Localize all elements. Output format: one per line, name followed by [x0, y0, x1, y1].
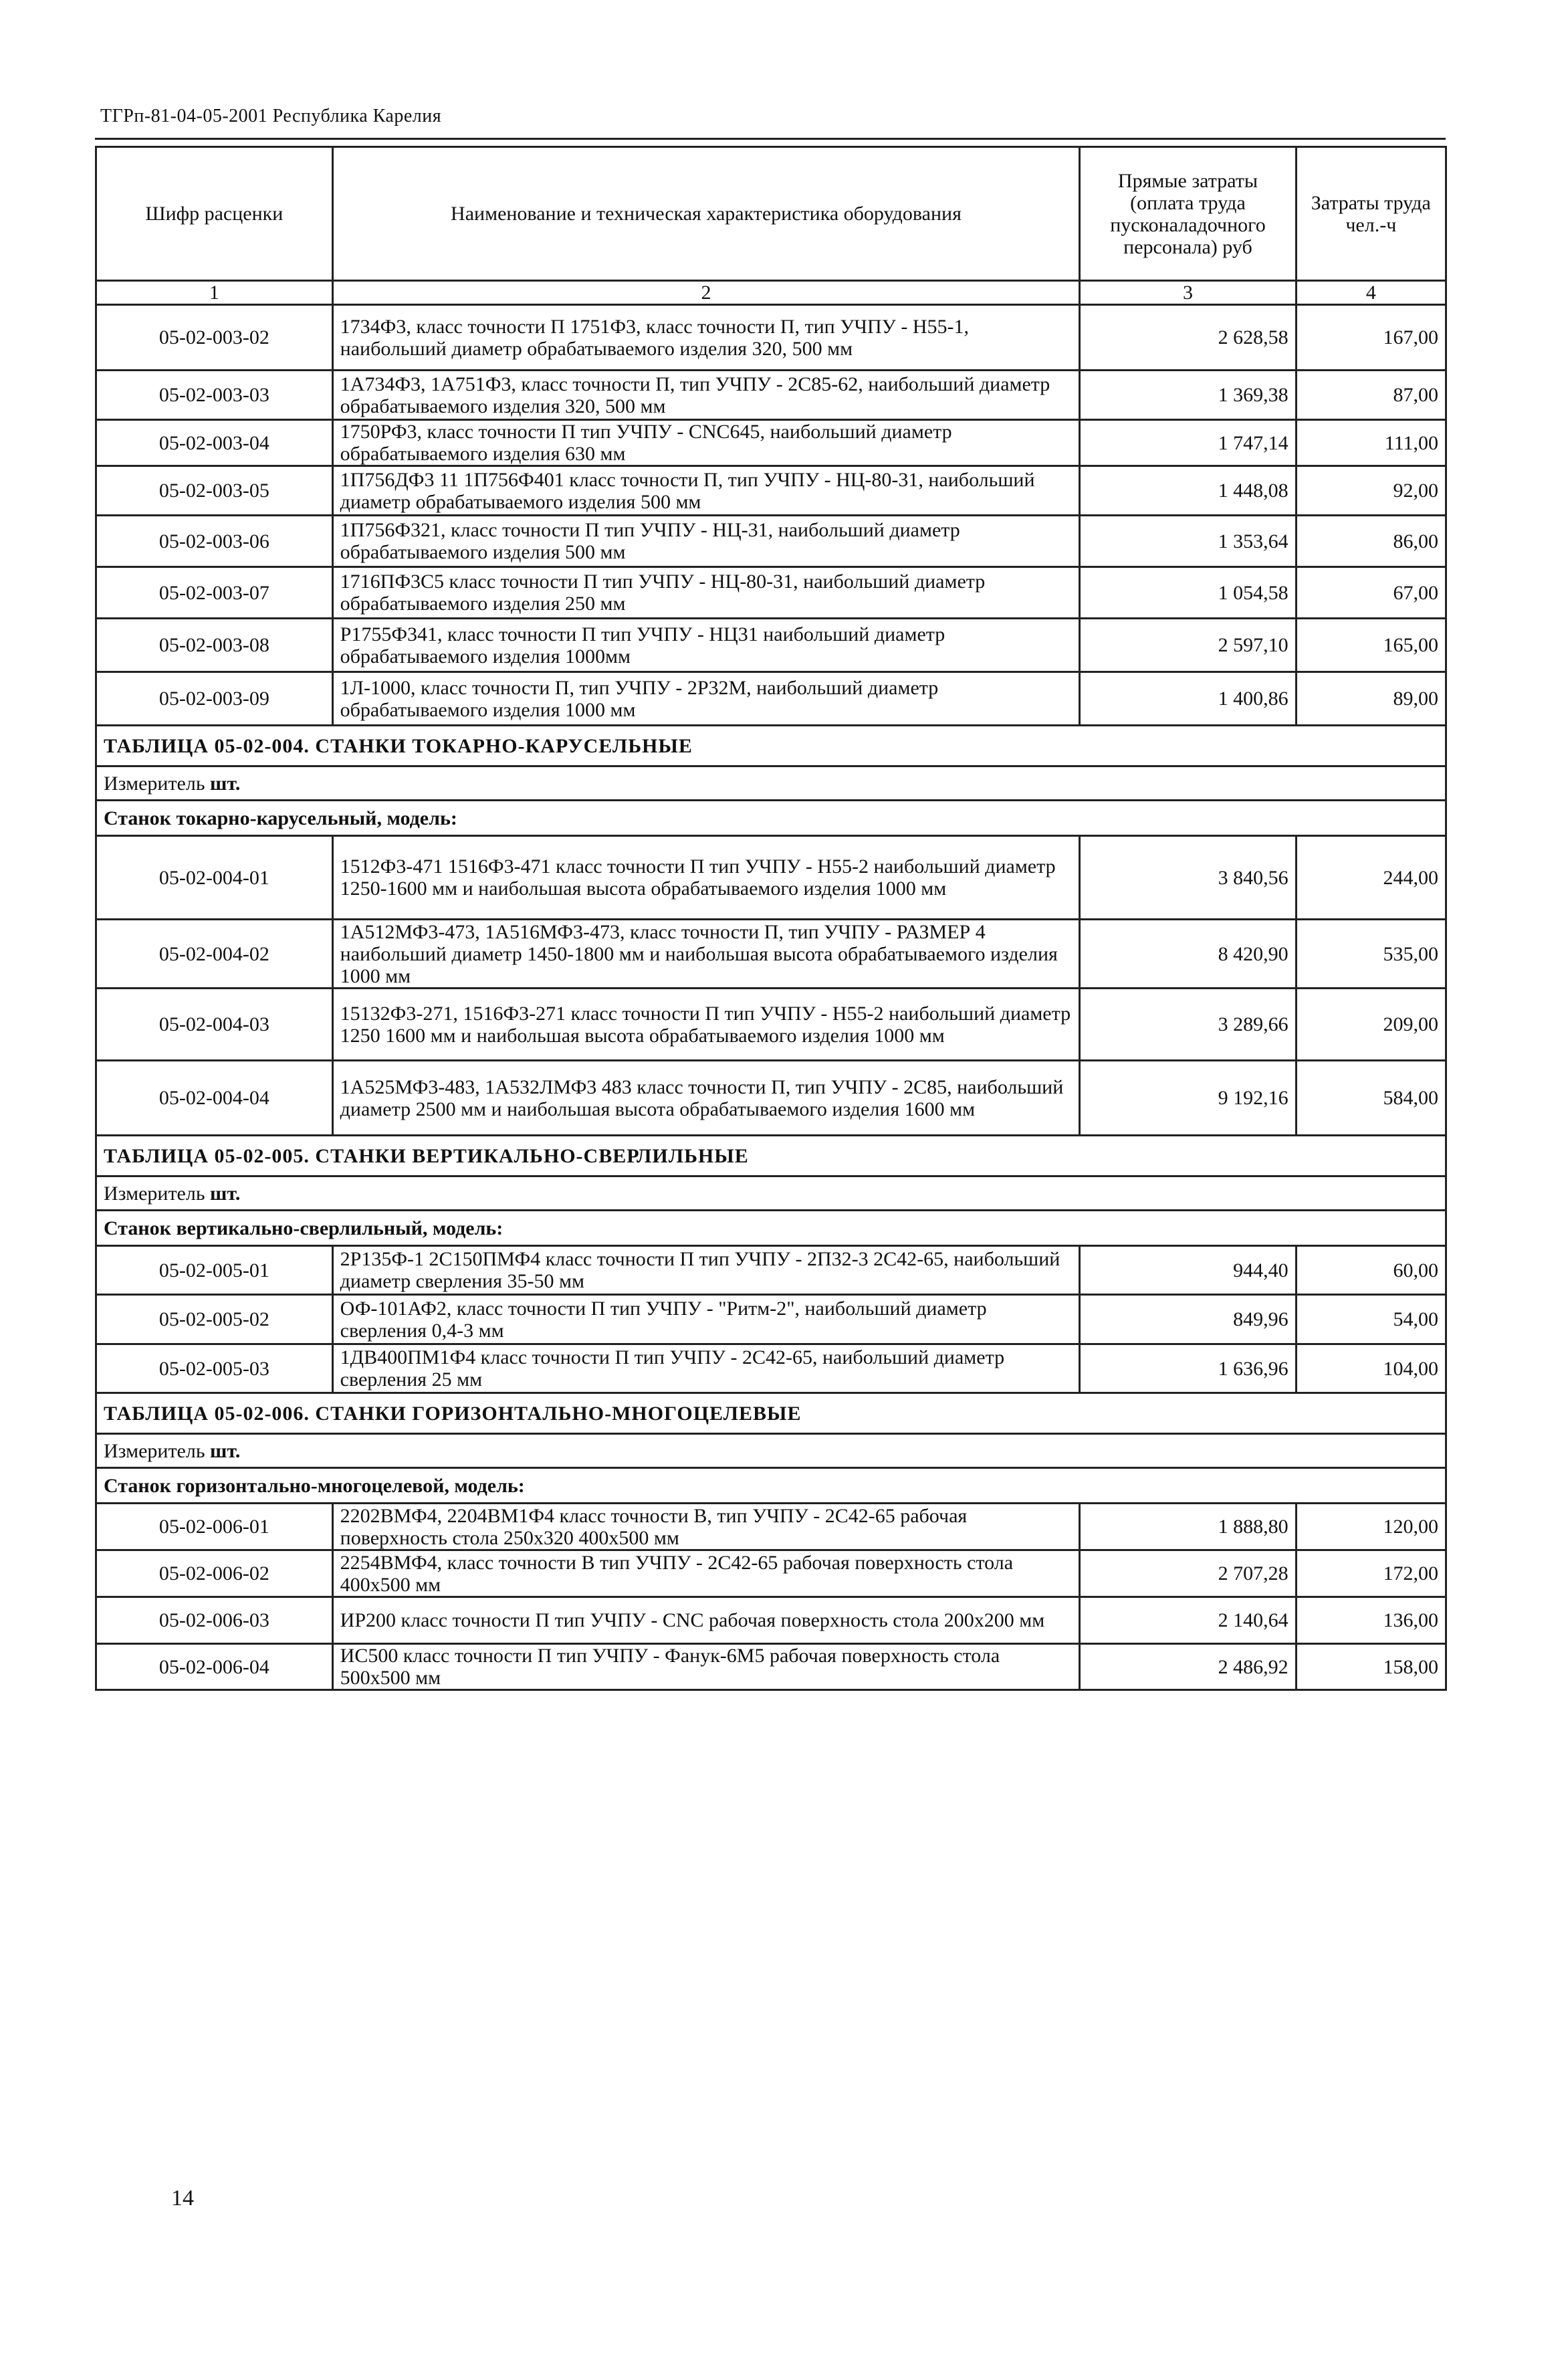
unit-cell	[96, 1434, 1446, 1468]
labor-cost-cell: 535,00	[1296, 920, 1446, 989]
subtitle-row	[96, 1211, 1446, 1246]
price-code-cell: 05-02-003-02	[96, 305, 333, 371]
labor-cost-cell: 136,00	[1296, 1597, 1446, 1644]
labor-cost-cell: 172,00	[1296, 1550, 1446, 1597]
labor-cost-cell: 244,00	[1296, 836, 1446, 920]
column-header-row	[96, 147, 1446, 281]
labor-cost-cell: 86,00	[1296, 516, 1446, 567]
unit-value: шт.	[210, 1182, 241, 1205]
price-code-cell: 05-02-005-02	[96, 1295, 333, 1344]
page-number: 14	[171, 2186, 194, 2211]
equipment-description-cell: 1А525МФ3-483, 1А532ЛМФ3 483 класс точности П, тип УЧПУ - 2С85, наибольший диаметр 2500 мм и наибольшая высота обрабатываемого изделия 1600 мм	[332, 1061, 1080, 1136]
equipment-description-cell: Р1755Ф341, класс точности П тип УЧПУ - НЦ31 наибольший диаметр обрабатываемого изделия 1000мм	[332, 619, 1080, 672]
unit-row	[96, 1176, 1446, 1211]
direct-cost-cell: 1 747,14	[1080, 420, 1296, 466]
price-code-cell: 05-02-006-01	[96, 1504, 333, 1550]
table-row	[96, 516, 1446, 567]
column-header-code: Шифр расценки	[96, 147, 333, 281]
price-code-cell: 05-02-004-04	[96, 1061, 333, 1136]
section-title-row	[96, 1393, 1446, 1434]
direct-cost-cell: 1 353,64	[1080, 516, 1296, 567]
table-row	[96, 1344, 1446, 1393]
direct-cost-cell: 849,96	[1080, 1295, 1296, 1344]
direct-cost-cell: 1 636,96	[1080, 1344, 1296, 1393]
subtitle-row	[96, 801, 1446, 836]
price-code-cell: 05-02-004-03	[96, 989, 333, 1061]
labor-cost-cell: 584,00	[1296, 1061, 1446, 1136]
equipment-description-cell: 1734Ф3, класс точности П 1751Ф3, класс точности П, тип УЧПУ - Н55-1, наибольший диаметр обрабатываемого изделия 320, 500 мм	[332, 305, 1080, 371]
equipment-description-cell: 1П756ДФ3 11 1П756Ф401 класс точности П, тип УЧПУ - НЦ-80-31, наибольший диаметр обрабатываемого изделия 500 мм	[332, 466, 1080, 516]
table-row	[96, 1295, 1446, 1344]
equipment-description-cell: 1А734Ф3, 1А751Ф3, класс точности П, тип УЧПУ - 2С85-62, наибольший диаметр обрабатываемого изделия 320, 500 мм	[332, 371, 1080, 420]
equipment-description-cell: 2Р135Ф-1 2С150ПМФ4 класс точности П тип УЧПУ - 2П32-3 2С42-65, наибольший диаметр сверления 35-50 мм	[332, 1246, 1080, 1295]
table-row	[96, 836, 1446, 920]
direct-cost-cell: 1 054,58	[1080, 567, 1296, 619]
price-code-cell: 05-02-004-02	[96, 920, 333, 989]
price-code-cell: 05-02-003-03	[96, 371, 333, 420]
section-title-row	[96, 726, 1446, 766]
equipment-description-cell: 1716ПФ3С5 класс точности П тип УЧПУ - НЦ-80-31, наибольший диаметр обрабатываемого изделия 250 мм	[332, 567, 1080, 619]
column-header-labor: Затраты труда чел.-ч	[1296, 147, 1446, 281]
equipment-description-cell: ИР200 класс точности П тип УЧПУ - CNC рабочая поверхность стола 200х200 мм	[332, 1597, 1080, 1644]
table-row	[96, 920, 1446, 989]
section-title-row	[96, 1136, 1446, 1176]
labor-cost-cell: 165,00	[1296, 619, 1446, 672]
price-code-cell: 05-02-003-09	[96, 672, 333, 726]
section-title: ТАБЛИЦА 05-02-005. СТАНКИ ВЕРТИКАЛЬНО-СВЕРЛИЛЬНЫЕ	[96, 1136, 1446, 1176]
price-code-cell: 05-02-005-01	[96, 1246, 333, 1295]
price-code-cell: 05-02-003-04	[96, 420, 333, 466]
direct-cost-cell: 1 888,80	[1080, 1504, 1296, 1550]
table-row	[96, 305, 1446, 371]
direct-cost-cell: 2 628,58	[1080, 305, 1296, 371]
column-header-cost: Прямые затраты (оплата труда пусконаладочного персонала) руб	[1080, 147, 1296, 281]
table-row	[96, 371, 1446, 420]
labor-cost-cell: 104,00	[1296, 1344, 1446, 1393]
table-body	[96, 147, 1446, 1690]
table-row	[96, 1550, 1446, 1597]
labor-cost-cell: 92,00	[1296, 466, 1446, 516]
column-number-row	[96, 281, 1446, 305]
price-code-cell: 05-02-006-02	[96, 1550, 333, 1597]
labor-cost-cell: 54,00	[1296, 1295, 1446, 1344]
price-code-cell: 05-02-003-08	[96, 619, 333, 672]
section-title: ТАБЛИЦА 05-02-004. СТАНКИ ТОКАРНО-КАРУСЕЛЬНЫЕ	[96, 726, 1446, 766]
equipment-description-cell: 1П756Ф321, класс точности П тип УЧПУ - НЦ-31, наибольший диаметр обрабатываемого изделия 500 мм	[332, 516, 1080, 567]
table-row	[96, 672, 1446, 726]
direct-cost-cell: 944,40	[1080, 1246, 1296, 1295]
direct-cost-cell: 1 448,08	[1080, 466, 1296, 516]
price-code-cell: 05-02-003-06	[96, 516, 333, 567]
column-number: 1	[96, 281, 333, 305]
equipment-description-cell: ОФ-101АФ2, класс точности П тип УЧПУ - "Ритм-2", наибольший диаметр сверления 0,4-3 мм	[332, 1295, 1080, 1344]
equipment-description-cell: 2254ВМФ4, класс точности В тип УЧПУ - 2С42-65 рабочая поверхность стола 400х500 мм	[332, 1550, 1080, 1597]
equipment-description-cell: 15132Ф3-271, 1516Ф3-271 класс точности П тип УЧПУ - Н55-2 наибольший диаметр 1250 1600 мм и наибольшая высота обрабатываемого изделия 1000 мм	[332, 989, 1080, 1061]
column-number: 2	[332, 281, 1080, 305]
direct-cost-cell: 8 420,90	[1080, 920, 1296, 989]
equipment-description-cell: 1А512МФ3-473, 1А516МФ3-473, класс точности П, тип УЧПУ - РАЗМЕР 4 наибольший диаметр 1450-1800 мм и наибольшая высота обрабатываемого изделия 1000 мм	[332, 920, 1080, 989]
labor-cost-cell: 120,00	[1296, 1504, 1446, 1550]
unit-cell	[96, 766, 1446, 801]
price-code-cell: 05-02-006-03	[96, 1597, 333, 1644]
labor-cost-cell: 87,00	[1296, 371, 1446, 420]
section-subtitle: Станок горизонтально-многоцелевой, модель:	[96, 1468, 1446, 1504]
direct-cost-cell: 2 597,10	[1080, 619, 1296, 672]
equipment-description-cell: 1ДВ400ПМ1Ф4 класс точности П тип УЧПУ - 2С42-65, наибольший диаметр сверления 25 мм	[332, 1344, 1080, 1393]
table-row	[96, 989, 1446, 1061]
price-table	[95, 146, 1447, 1691]
section-title: ТАБЛИЦА 05-02-006. СТАНКИ ГОРИЗОНТАЛЬНО-МНОГОЦЕЛЕВЫЕ	[96, 1393, 1446, 1434]
table-row	[96, 1246, 1446, 1295]
subtitle-row	[96, 1468, 1446, 1504]
column-number: 3	[1080, 281, 1296, 305]
direct-cost-cell: 3 840,56	[1080, 836, 1296, 920]
table-row	[96, 1504, 1446, 1550]
direct-cost-cell: 3 289,66	[1080, 989, 1296, 1061]
table-row	[96, 1061, 1446, 1136]
table-row	[96, 420, 1446, 466]
unit-cell	[96, 1176, 1446, 1211]
labor-cost-cell: 167,00	[1296, 305, 1446, 371]
table-row	[96, 1597, 1446, 1644]
table-row	[96, 466, 1446, 516]
labor-cost-cell: 67,00	[1296, 567, 1446, 619]
unit-value: шт.	[210, 1439, 241, 1462]
column-header-name: Наименование и техническая характеристика оборудования	[332, 147, 1080, 281]
unit-row	[96, 1434, 1446, 1468]
unit-value: шт.	[210, 772, 241, 795]
unit-label: Измеритель	[104, 1439, 205, 1462]
table-row	[96, 619, 1446, 672]
price-code-cell: 05-02-005-03	[96, 1344, 333, 1393]
price-code-cell: 05-02-003-05	[96, 466, 333, 516]
price-code-cell: 05-02-003-07	[96, 567, 333, 619]
price-code-cell: 05-02-006-04	[96, 1644, 333, 1690]
equipment-description-cell: 1Л-1000, класс точности П, тип УЧПУ - 2Р32М, наибольший диаметр обрабатываемого изделия 1000 мм	[332, 672, 1080, 726]
direct-cost-cell: 9 192,16	[1080, 1061, 1296, 1136]
equipment-description-cell: 2202ВМФ4, 2204ВМ1Ф4 класс точности В, тип УЧПУ - 2С42-65 рабочая поверхность стола 250х320 400х500 мм	[332, 1504, 1080, 1550]
direct-cost-cell: 1 400,86	[1080, 672, 1296, 726]
labor-cost-cell: 60,00	[1296, 1246, 1446, 1295]
unit-row	[96, 766, 1446, 801]
table-row	[96, 1644, 1446, 1690]
table-row	[96, 567, 1446, 619]
direct-cost-cell: 2 140,64	[1080, 1597, 1296, 1644]
direct-cost-cell: 1 369,38	[1080, 371, 1296, 420]
column-number: 4	[1296, 281, 1446, 305]
equipment-description-cell: 1750РФ3, класс точности П тип УЧПУ - CNC645, наибольший диаметр обрабатываемого изделия 630 мм	[332, 420, 1080, 466]
equipment-description-cell: ИС500 класс точности П тип УЧПУ - Фанук-6М5 рабочая поверхность стола 500х500 мм	[332, 1644, 1080, 1690]
price-code-cell: 05-02-004-01	[96, 836, 333, 920]
header-rule	[95, 138, 1446, 140]
section-subtitle: Станок вертикально-сверлильный, модель:	[96, 1211, 1446, 1246]
section-subtitle: Станок токарно-карусельный, модель:	[96, 801, 1446, 836]
labor-cost-cell: 111,00	[1296, 420, 1446, 466]
labor-cost-cell: 158,00	[1296, 1644, 1446, 1690]
labor-cost-cell: 209,00	[1296, 989, 1446, 1061]
direct-cost-cell: 2 486,92	[1080, 1644, 1296, 1690]
unit-label: Измеритель	[104, 1182, 205, 1205]
direct-cost-cell: 2 707,28	[1080, 1550, 1296, 1597]
running-header: ТГРп-81-04-05-2001 Республика Карелия	[100, 106, 442, 126]
labor-cost-cell: 89,00	[1296, 672, 1446, 726]
unit-label: Измеритель	[104, 772, 205, 795]
equipment-description-cell: 1512Ф3-471 1516Ф3-471 класс точности П тип УЧПУ - Н55-2 наибольший диаметр 1250-1600 мм и наибольшая высота обрабатываемого изделия 1000 мм	[332, 836, 1080, 920]
